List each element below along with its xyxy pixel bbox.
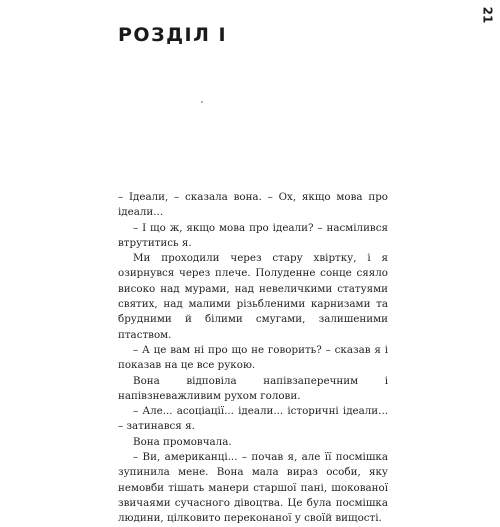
- paragraph: – Але... асоціації... ідеали... історичні ідеали... – затинався я.: [118, 405, 388, 433]
- paragraph: Вона відповіла напівзаперечним і напівзневажливим рухом голови.: [118, 374, 388, 402]
- body-text: [118, 190, 388, 527]
- paragraph: Ми проходили через стару хвіртку, і я озирнувся через плече. Полуденне сонце сяяло високо над мурами, над невеличкими статуями святих, над малими різьбленими карнизами та брудними й білими смугами, залишеними птаством.: [118, 252, 388, 341]
- chapter-title: РОЗДІЛ І: [118, 24, 228, 46]
- paragraph: – А це вам ні про що не говорить? – сказав я і показав на це все рукою.: [118, 343, 388, 372]
- print-speck: [201, 101, 203, 103]
- paragraph: – Ідеали, – сказала вона. – Ох, якщо мова про ідеали...: [118, 191, 388, 219]
- paragraph: – Ви, американці... – почав я, але її посмішка зупинила мене. Вона мала вираз особи, яку немовби тішать манери старшої пані, шокованої звичаями сучасного дівоцтва. Це була посмішка людини, цілковито переконаної у своїй вищості.: [118, 451, 388, 525]
- page-number: 21: [480, 6, 495, 24]
- paragraph: – І що ж, якщо мова про ідеали? – насмілився втрутитись я.: [118, 221, 388, 249]
- paragraph: Вона промовчала.: [133, 435, 232, 448]
